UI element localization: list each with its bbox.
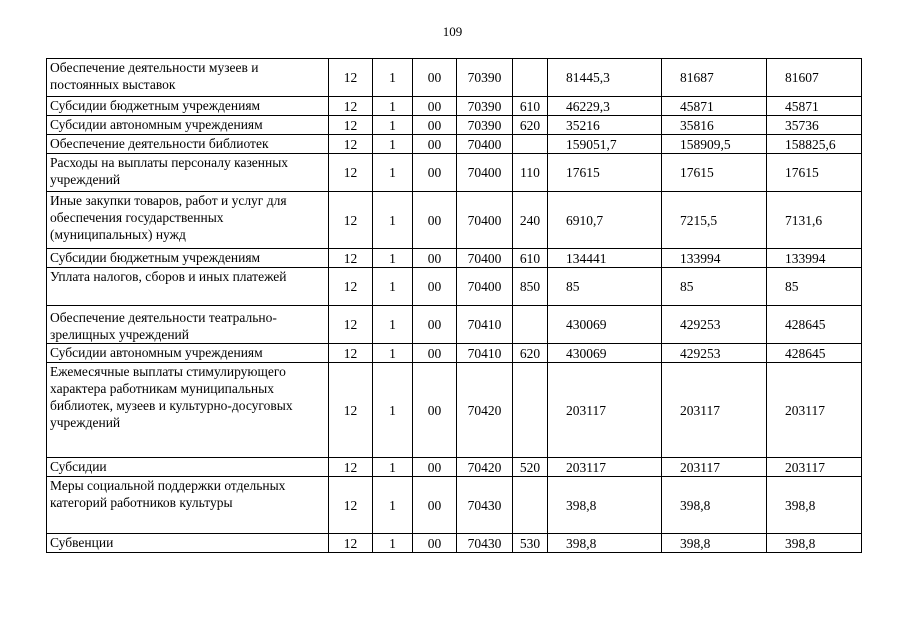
cell-amount-3: 35736 (767, 116, 862, 135)
cell-target-code: 70420 (457, 458, 513, 477)
cell-amount-2: 17615 (662, 154, 767, 192)
cell-target-code: 70410 (457, 344, 513, 363)
table-row (47, 116, 862, 135)
cell-name: Субсидии бюджетным учреждениям (47, 97, 329, 116)
cell-amount-2: 35816 (662, 116, 767, 135)
cell-amount-1: 398,8 (548, 534, 662, 553)
cell-expense-type: 620 (513, 344, 548, 363)
cell-amount-2: 203117 (662, 363, 767, 458)
cell-target-code: 70400 (457, 135, 513, 154)
budget-table (46, 58, 862, 553)
cell-subsection: 1 (373, 97, 413, 116)
cell-expense-type (513, 59, 548, 97)
cell-expense-type: 520 (513, 458, 548, 477)
cell-program: 00 (413, 458, 457, 477)
cell-name: Уплата налогов, сборов и иных платежей (47, 268, 329, 306)
cell-section: 12 (329, 116, 373, 135)
cell-expense-type: 620 (513, 116, 548, 135)
cell-name: Иные закупки товаров, работ и услуг для обеспечения государственных (муниципальных) нужд (47, 192, 329, 249)
table-row (47, 268, 862, 306)
cell-amount-1: 81445,3 (548, 59, 662, 97)
cell-name: Субсидии автономным учреждениям (47, 116, 329, 135)
cell-section: 12 (329, 59, 373, 97)
cell-name: Субсидии (47, 458, 329, 477)
cell-amount-1: 35216 (548, 116, 662, 135)
cell-target-code: 70390 (457, 59, 513, 97)
cell-amount-1: 203117 (548, 363, 662, 458)
cell-name: Субвенции (47, 534, 329, 553)
cell-amount-2: 7215,5 (662, 192, 767, 249)
cell-target-code: 70400 (457, 268, 513, 306)
cell-program: 00 (413, 306, 457, 344)
cell-amount-3: 398,8 (767, 534, 862, 553)
cell-subsection: 1 (373, 116, 413, 135)
cell-name: Обеспечение деятельности музеев и постоянных выставок (47, 59, 329, 97)
cell-amount-3: 203117 (767, 458, 862, 477)
cell-amount-1: 134441 (548, 249, 662, 268)
cell-amount-2: 203117 (662, 458, 767, 477)
cell-program: 00 (413, 534, 457, 553)
cell-subsection: 1 (373, 363, 413, 458)
table-row (47, 306, 862, 344)
page-number: 109 (442, 24, 463, 39)
cell-amount-2: 81687 (662, 59, 767, 97)
cell-name: Обеспечение деятельности библиотек (47, 135, 329, 154)
cell-program: 00 (413, 477, 457, 534)
cell-section: 12 (329, 268, 373, 306)
cell-section: 12 (329, 249, 373, 268)
cell-amount-3: 428645 (767, 344, 862, 363)
cell-program: 00 (413, 97, 457, 116)
cell-section: 12 (329, 477, 373, 534)
cell-section: 12 (329, 306, 373, 344)
cell-amount-2: 133994 (662, 249, 767, 268)
cell-expense-type: 610 (513, 249, 548, 268)
table-row (47, 135, 862, 154)
cell-section: 12 (329, 135, 373, 154)
cell-subsection: 1 (373, 59, 413, 97)
cell-subsection: 1 (373, 306, 413, 344)
cell-amount-1: 6910,7 (548, 192, 662, 249)
cell-amount-3: 85 (767, 268, 862, 306)
cell-amount-2: 429253 (662, 344, 767, 363)
cell-amount-2: 429253 (662, 306, 767, 344)
table-row (47, 97, 862, 116)
cell-target-code: 70390 (457, 97, 513, 116)
cell-subsection: 1 (373, 268, 413, 306)
table-row (47, 59, 862, 97)
cell-name: Ежемесячные выплаты стимулирующего характера работникам муниципальных библиотек, музеев и культурно-досуговых учреждений (47, 363, 329, 458)
cell-amount-3: 17615 (767, 154, 862, 192)
cell-program: 00 (413, 363, 457, 458)
cell-amount-3: 45871 (767, 97, 862, 116)
cell-amount-3: 203117 (767, 363, 862, 458)
cell-subsection: 1 (373, 249, 413, 268)
cell-section: 12 (329, 363, 373, 458)
table-row (47, 477, 862, 534)
cell-amount-1: 159051,7 (548, 135, 662, 154)
table-row (47, 344, 862, 363)
cell-expense-type: 610 (513, 97, 548, 116)
cell-section: 12 (329, 344, 373, 363)
cell-target-code: 70410 (457, 306, 513, 344)
cell-amount-2: 45871 (662, 97, 767, 116)
cell-name: Меры социальной поддержки отдельных категорий работников культуры (47, 477, 329, 534)
table-row (47, 154, 862, 192)
cell-expense-type: 530 (513, 534, 548, 553)
cell-amount-2: 158909,5 (662, 135, 767, 154)
cell-amount-3: 428645 (767, 306, 862, 344)
cell-amount-2: 85 (662, 268, 767, 306)
cell-name: Обеспечение деятельности театрально-зрелищных учреждений (47, 306, 329, 344)
cell-amount-1: 398,8 (548, 477, 662, 534)
table-row (47, 534, 862, 553)
table-row (47, 249, 862, 268)
cell-expense-type (513, 306, 548, 344)
cell-subsection: 1 (373, 154, 413, 192)
cell-subsection: 1 (373, 192, 413, 249)
cell-amount-1: 430069 (548, 344, 662, 363)
cell-name: Расходы на выплаты персоналу казенных учреждений (47, 154, 329, 192)
table-row (47, 363, 862, 458)
table-row (47, 458, 862, 477)
cell-name: Субсидии бюджетным учреждениям (47, 249, 329, 268)
cell-expense-type (513, 477, 548, 534)
cell-subsection: 1 (373, 477, 413, 534)
cell-target-code: 70430 (457, 534, 513, 553)
cell-section: 12 (329, 154, 373, 192)
cell-expense-type (513, 135, 548, 154)
cell-subsection: 1 (373, 534, 413, 553)
cell-section: 12 (329, 97, 373, 116)
cell-expense-type: 850 (513, 268, 548, 306)
cell-program: 00 (413, 135, 457, 154)
cell-program: 00 (413, 59, 457, 97)
table-row (47, 192, 862, 249)
cell-target-code: 70400 (457, 154, 513, 192)
cell-amount-1: 46229,3 (548, 97, 662, 116)
cell-name: Субсидии автономным учреждениям (47, 344, 329, 363)
cell-target-code: 70430 (457, 477, 513, 534)
cell-target-code: 70400 (457, 192, 513, 249)
cell-amount-3: 398,8 (767, 477, 862, 534)
cell-amount-2: 398,8 (662, 534, 767, 553)
cell-section: 12 (329, 192, 373, 249)
cell-amount-3: 158825,6 (767, 135, 862, 154)
cell-expense-type: 240 (513, 192, 548, 249)
table-body (47, 59, 862, 553)
cell-program: 00 (413, 268, 457, 306)
cell-expense-type: 110 (513, 154, 548, 192)
cell-program: 00 (413, 192, 457, 249)
cell-target-code: 70420 (457, 363, 513, 458)
cell-amount-3: 133994 (767, 249, 862, 268)
cell-amount-3: 7131,6 (767, 192, 862, 249)
cell-subsection: 1 (373, 344, 413, 363)
cell-section: 12 (329, 458, 373, 477)
cell-section: 12 (329, 534, 373, 553)
cell-subsection: 1 (373, 458, 413, 477)
cell-program: 00 (413, 116, 457, 135)
cell-amount-2: 398,8 (662, 477, 767, 534)
cell-amount-1: 430069 (548, 306, 662, 344)
cell-amount-1: 17615 (548, 154, 662, 192)
cell-expense-type (513, 363, 548, 458)
cell-target-code: 70400 (457, 249, 513, 268)
cell-program: 00 (413, 249, 457, 268)
cell-amount-1: 203117 (548, 458, 662, 477)
cell-target-code: 70390 (457, 116, 513, 135)
cell-amount-1: 85 (548, 268, 662, 306)
cell-amount-3: 81607 (767, 59, 862, 97)
cell-program: 00 (413, 154, 457, 192)
cell-program: 00 (413, 344, 457, 363)
cell-subsection: 1 (373, 135, 413, 154)
